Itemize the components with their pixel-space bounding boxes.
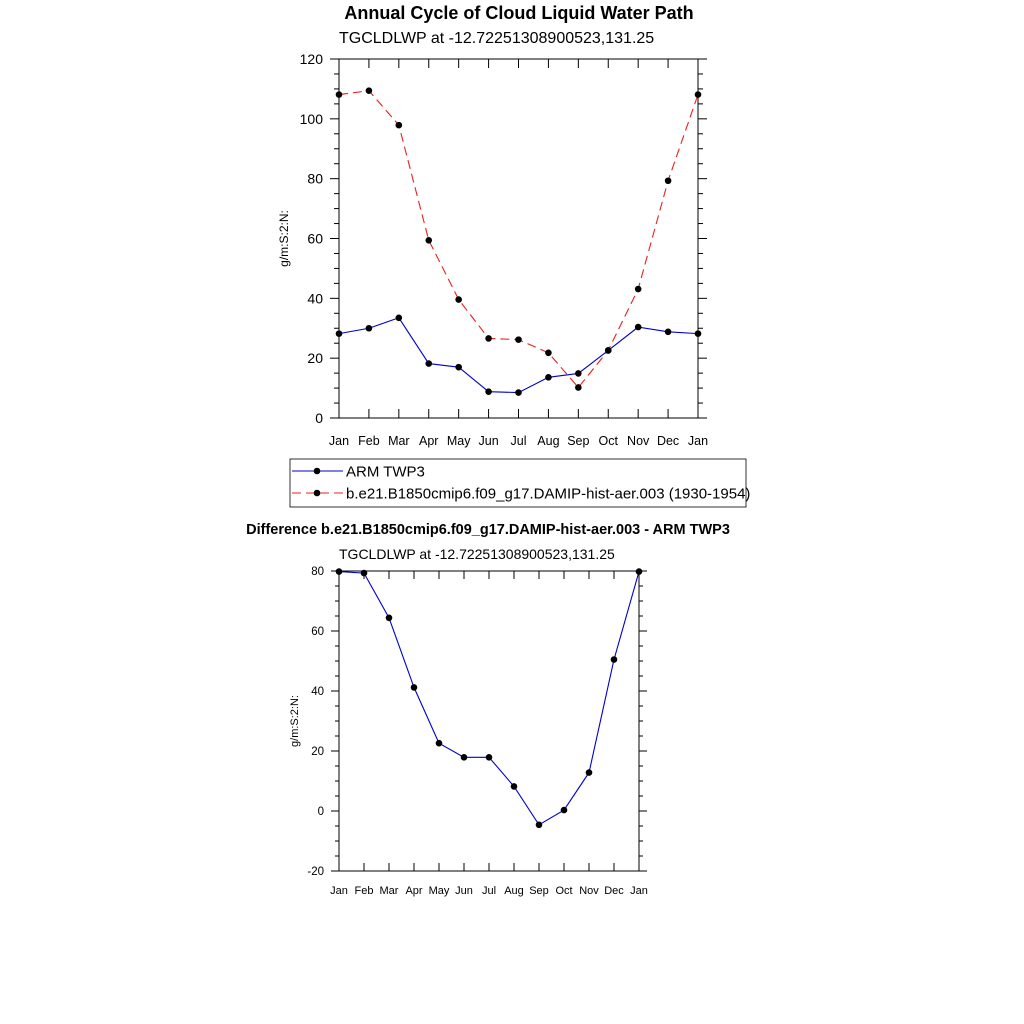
data-point [575, 384, 582, 391]
series-line-1 [339, 572, 639, 825]
y-tick-label: 60 [307, 230, 323, 247]
data-point [636, 568, 643, 575]
x-tick-label: Jul [510, 434, 527, 448]
x-tick-label: Nov [579, 885, 599, 897]
x-tick-label: Jan [328, 434, 350, 448]
x-tick-label: Jul [481, 885, 497, 897]
chart-title: Annual Cycle of Cloud Liquid Water Path [344, 3, 694, 23]
data-point [515, 336, 522, 343]
y-tick-label: 60 [311, 626, 324, 639]
x-tick-label: Feb [354, 885, 374, 897]
y-tick-label: 120 [299, 51, 323, 68]
data-point [561, 807, 568, 814]
plot-frame [339, 571, 639, 871]
data-point [511, 783, 518, 790]
data-point [336, 568, 343, 575]
data-point [425, 237, 432, 244]
x-tick-label: Nov [627, 434, 650, 448]
data-point [361, 570, 368, 577]
data-point [536, 822, 543, 829]
x-tick-label: Mar [379, 885, 399, 897]
data-point [386, 615, 393, 622]
data-point [396, 122, 403, 129]
x-tick-label: Aug [537, 434, 560, 448]
y-tick-label: 40 [311, 686, 324, 699]
data-point [665, 329, 672, 336]
data-point [695, 91, 702, 98]
data-point [515, 389, 522, 396]
plot-2 [289, 566, 648, 897]
series-line-1 [339, 318, 698, 393]
difference-chart-title: Difference b.e21.B1850cmip6.f09_g17.DAMIP-hist-aer.003 - ARM TWP3 [246, 522, 730, 538]
legend-label-2: b.e21.B1850cmip6.f09_g17.DAMIP-hist-aer.003 (1930-1954) [346, 485, 751, 503]
bottom-chart-subtitle: TGCLDLWP at -12.72251308900523,131.25 [339, 546, 615, 562]
data-point [366, 87, 373, 94]
data-point [461, 754, 468, 761]
y-tick-label: 80 [307, 170, 323, 187]
data-point [586, 769, 593, 776]
y-tick-label: 0 [315, 410, 323, 427]
x-tick-label: Oct [598, 434, 618, 448]
x-tick-label: Jan [330, 885, 348, 897]
y-tick-label: 20 [311, 746, 324, 759]
data-point [455, 364, 462, 371]
x-tick-label: Apr [419, 434, 439, 448]
data-point [336, 330, 343, 337]
y-axis-label: g/m:S:2:N: [289, 695, 301, 747]
data-point [605, 347, 612, 354]
data-point [635, 324, 642, 331]
legend-label-1: ARM TWP3 [346, 463, 425, 481]
data-point [545, 349, 552, 356]
legend-marker-2 [314, 490, 321, 497]
x-tick-label: Mar [388, 434, 410, 448]
y-tick-label: 100 [299, 110, 323, 127]
data-point [396, 314, 403, 321]
data-point [665, 177, 672, 184]
x-tick-label: Dec [604, 885, 624, 897]
plot-1 [277, 51, 708, 448]
data-point [336, 91, 343, 98]
x-tick-label: Jun [455, 885, 473, 897]
x-tick-label: May [446, 434, 471, 448]
y-tick-label: 20 [307, 350, 323, 367]
x-tick-label: Jan [630, 885, 648, 897]
data-point [611, 656, 618, 663]
x-tick-label: Sep [529, 885, 549, 897]
y-tick-label: -20 [307, 866, 324, 879]
data-point [695, 330, 702, 337]
data-point [545, 374, 552, 381]
data-point [366, 325, 373, 332]
x-tick-label: Sep [567, 434, 590, 448]
y-tick-label: 40 [307, 290, 323, 307]
series-line-2 [339, 91, 698, 388]
x-tick-label: Oct [555, 885, 573, 897]
data-point [425, 360, 432, 367]
data-point [485, 335, 492, 342]
x-tick-label: Aug [504, 885, 524, 897]
data-point [411, 684, 418, 691]
legend [290, 459, 750, 507]
y-axis-label: g/m:S:2:N: [277, 210, 291, 267]
x-tick-label: May [428, 885, 450, 897]
data-point [575, 370, 582, 377]
x-tick-label: Feb [358, 434, 380, 448]
x-tick-label: Dec [656, 434, 680, 448]
data-point [486, 754, 493, 761]
y-tick-label: 80 [311, 566, 324, 579]
plot-frame [339, 59, 698, 418]
data-point [436, 740, 443, 747]
x-tick-label: Jun [478, 434, 499, 448]
legend-marker-1 [314, 468, 321, 475]
x-tick-label: Jan [687, 434, 709, 448]
x-tick-label: Apr [405, 885, 423, 897]
y-tick-label: 0 [317, 806, 324, 819]
data-point [455, 296, 462, 303]
top-chart-subtitle: TGCLDLWP at -12.72251308900523,131.25 [339, 30, 655, 47]
data-point [485, 388, 492, 395]
data-point [635, 286, 642, 293]
